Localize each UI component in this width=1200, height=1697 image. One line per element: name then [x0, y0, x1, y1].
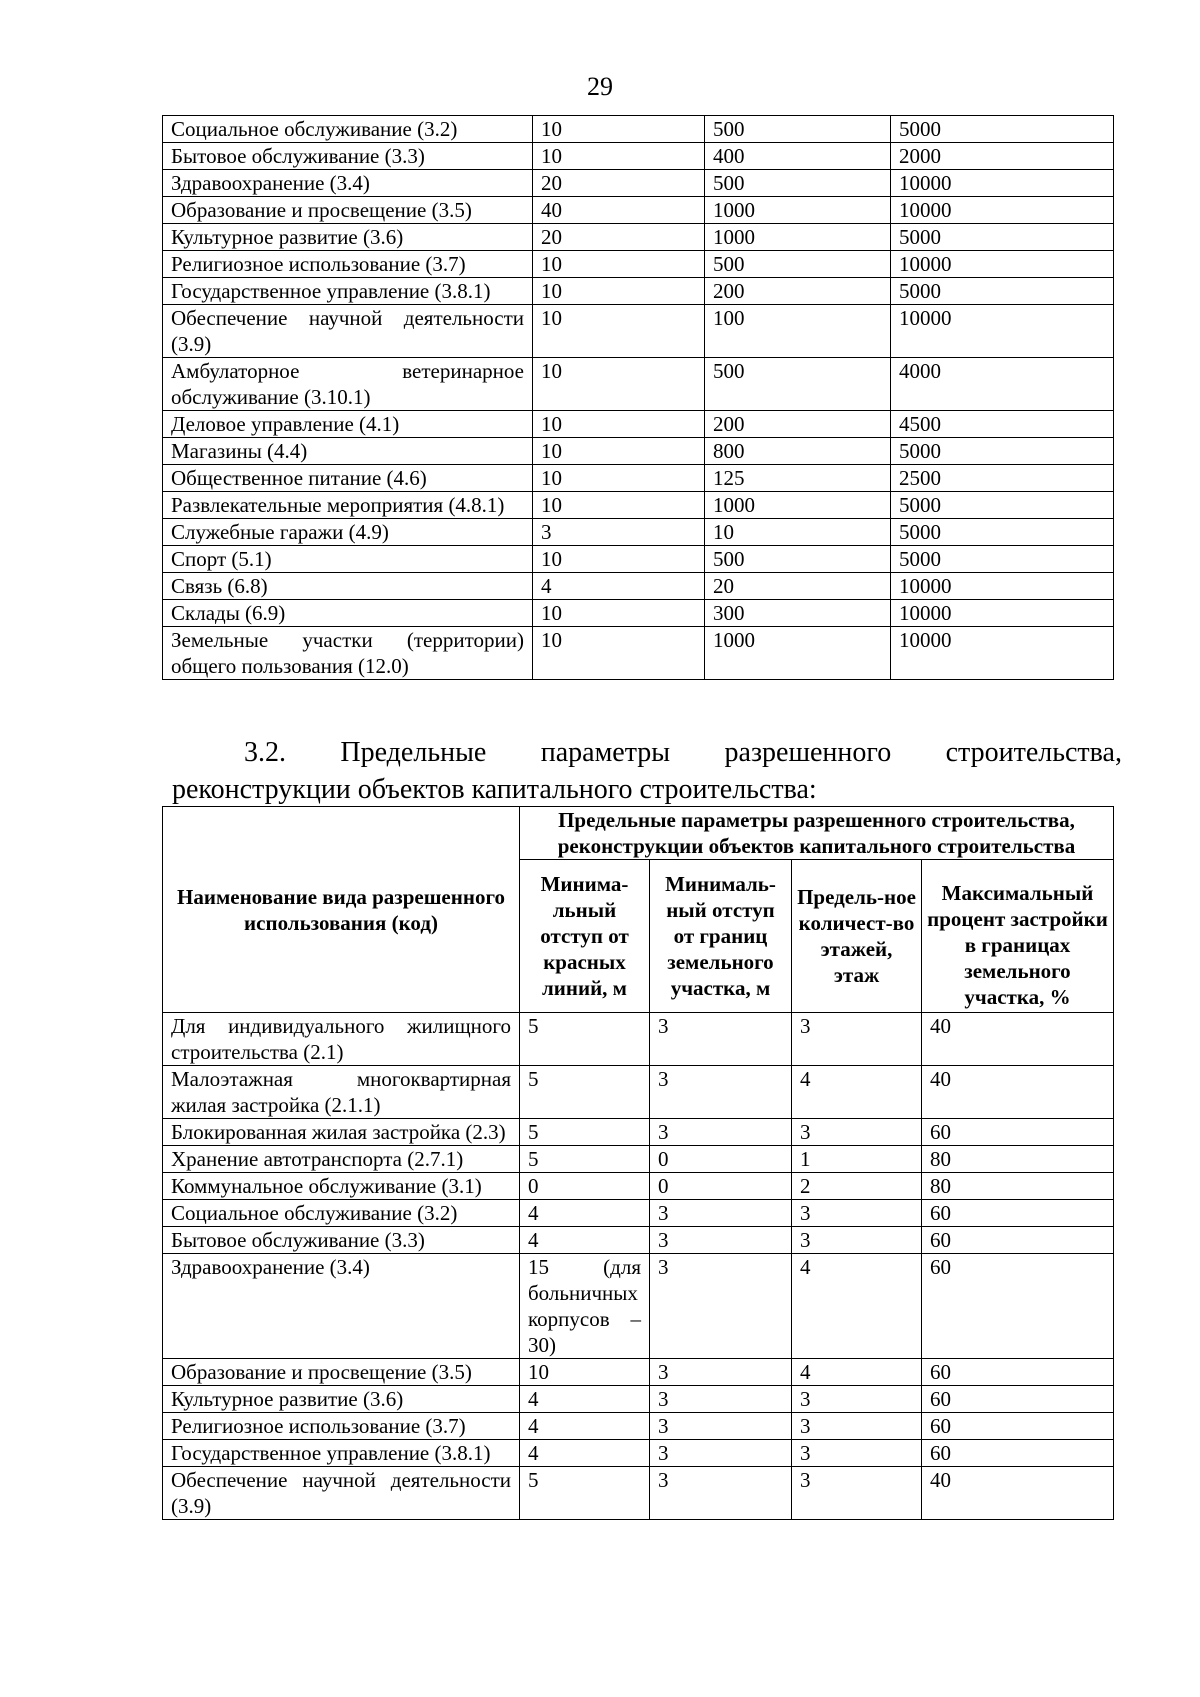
table-row	[163, 1359, 1114, 1386]
use-type-cell: Государственное управление (3.8.1)	[163, 278, 533, 305]
table-row	[163, 519, 1114, 546]
value-cell: 60	[922, 1119, 1114, 1146]
section-heading	[172, 734, 1122, 808]
use-type-cell: Обеспечение научной деятельности (3.9)	[163, 305, 533, 358]
value-cell: 5	[520, 1119, 650, 1146]
value-cell: 3	[792, 1227, 922, 1254]
value-cell: 1000	[705, 197, 891, 224]
heading-word: параметры	[540, 737, 671, 768]
table-row	[163, 358, 1114, 411]
value-cell: 3	[650, 1227, 792, 1254]
value-cell: 3	[792, 1119, 922, 1146]
value-cell: 4	[792, 1254, 922, 1359]
value-cell: 60	[922, 1359, 1114, 1386]
value-cell: 60	[922, 1227, 1114, 1254]
value-cell: 2500	[891, 465, 1114, 492]
value-cell: 3	[650, 1467, 792, 1520]
value-cell: 200	[705, 278, 891, 305]
heading-word: Предельные	[340, 737, 487, 768]
heading-word: строительства,	[945, 737, 1122, 768]
header-use-type: Наименование вида разрешенного использования (код)	[163, 807, 520, 1013]
value-cell: 500	[705, 116, 891, 143]
use-type-cell: Деловое управление (4.1)	[163, 411, 533, 438]
value-cell: 4	[520, 1413, 650, 1440]
value-cell: 5000	[891, 438, 1114, 465]
value-cell: 0	[520, 1173, 650, 1200]
section-number: 3.2.	[244, 737, 286, 768]
table-row	[163, 1146, 1114, 1173]
value-cell: 10	[533, 305, 705, 358]
value-cell: 200	[705, 411, 891, 438]
value-cell: 5000	[891, 546, 1114, 573]
use-type-cell: Спорт (5.1)	[163, 546, 533, 573]
value-cell: 3	[650, 1413, 792, 1440]
value-cell: 3	[650, 1119, 792, 1146]
value-cell: 10	[533, 627, 705, 680]
value-cell: 10000	[891, 600, 1114, 627]
value-cell: 3	[650, 1440, 792, 1467]
table-row	[163, 1227, 1114, 1254]
table-row	[163, 305, 1114, 358]
value-cell: 0	[650, 1146, 792, 1173]
value-cell: 1	[792, 1146, 922, 1173]
value-cell: 3	[792, 1467, 922, 1520]
value-cell: 10000	[891, 573, 1114, 600]
value-cell: 4500	[891, 411, 1114, 438]
value-cell: 10	[533, 546, 705, 573]
value-cell: 500	[705, 546, 891, 573]
value-cell: 60	[922, 1200, 1114, 1227]
value-cell: 800	[705, 438, 891, 465]
value-cell: 2	[792, 1173, 922, 1200]
section-heading-line2: реконструкции объектов капитального строительства:	[172, 774, 817, 805]
use-type-cell: Религиозное использование (3.7)	[163, 251, 533, 278]
value-cell: 0	[650, 1173, 792, 1200]
table-row	[163, 1200, 1114, 1227]
value-cell: 40	[922, 1066, 1114, 1119]
table-row	[163, 411, 1114, 438]
table-row	[163, 492, 1114, 519]
value-cell: 60	[922, 1413, 1114, 1440]
value-cell: 10	[533, 411, 705, 438]
use-type-cell: Хранение автотранспорта (2.7.1)	[163, 1146, 520, 1173]
heading-word: разрешенного	[724, 737, 892, 768]
value-cell: 10000	[891, 251, 1114, 278]
value-cell: 10000	[891, 170, 1114, 197]
value-cell: 4	[533, 573, 705, 600]
use-type-cell: Малоэтажная многоквартирная жилая застройка (2.1.1)	[163, 1066, 520, 1119]
table-row	[163, 224, 1114, 251]
value-cell: 10	[533, 465, 705, 492]
table-row	[163, 600, 1114, 627]
use-type-cell: Склады (6.9)	[163, 600, 533, 627]
value-cell: 20	[533, 170, 705, 197]
use-type-cell: Государственное управление (3.8.1)	[163, 1440, 520, 1467]
value-cell: 5000	[891, 116, 1114, 143]
table-row	[163, 278, 1114, 305]
value-cell: 15 (для больничных корпусов – 30)	[520, 1254, 650, 1359]
table-row	[163, 627, 1114, 680]
value-cell: 5	[520, 1066, 650, 1119]
table-row	[163, 197, 1114, 224]
value-cell: 40	[533, 197, 705, 224]
value-cell: 5000	[891, 519, 1114, 546]
use-type-cell: Обеспечение научной деятельности (3.9)	[163, 1467, 520, 1520]
value-cell: 400	[705, 143, 891, 170]
use-type-cell: Образование и просвещение (3.5)	[163, 1359, 520, 1386]
value-cell: 4	[792, 1359, 922, 1386]
value-cell: 3	[792, 1200, 922, 1227]
header-min-setback-red-lines: Минима-льный отступ от красных линий, м	[520, 860, 650, 1013]
table-row	[163, 1440, 1114, 1467]
value-cell: 80	[922, 1173, 1114, 1200]
table-row	[163, 438, 1114, 465]
table-body	[163, 116, 1114, 680]
use-type-cell: Социальное обслуживание (3.2)	[163, 116, 533, 143]
use-type-cell: Связь (6.8)	[163, 573, 533, 600]
value-cell: 5000	[891, 492, 1114, 519]
table-construction-parameters	[162, 806, 1114, 1520]
table-row	[163, 1254, 1114, 1359]
value-cell: 100	[705, 305, 891, 358]
value-cell: 3	[533, 519, 705, 546]
value-cell: 3	[650, 1013, 792, 1066]
table-row	[163, 1013, 1114, 1066]
value-cell: 4	[520, 1386, 650, 1413]
value-cell: 10	[520, 1359, 650, 1386]
value-cell: 4	[520, 1227, 650, 1254]
table-row	[163, 1386, 1114, 1413]
use-type-cell: Здравоохранение (3.4)	[163, 170, 533, 197]
header-max-coverage-percent: Максимальный процент застройки в границах земельного участка, %	[922, 860, 1114, 1013]
use-type-cell: Культурное развитие (3.6)	[163, 224, 533, 251]
table-row	[163, 251, 1114, 278]
value-cell: 10000	[891, 627, 1114, 680]
value-cell: 500	[705, 170, 891, 197]
value-cell: 10000	[891, 197, 1114, 224]
value-cell: 10	[705, 519, 891, 546]
use-type-cell: Земельные участки (территории) общего пользования (12.0)	[163, 627, 533, 680]
value-cell: 125	[705, 465, 891, 492]
value-cell: 3	[650, 1066, 792, 1119]
value-cell: 20	[705, 573, 891, 600]
table-row	[163, 1119, 1114, 1146]
table-row	[163, 573, 1114, 600]
value-cell: 5	[520, 1146, 650, 1173]
value-cell: 3	[650, 1200, 792, 1227]
value-cell: 5000	[891, 224, 1114, 251]
use-type-cell: Блокированная жилая застройка (2.3)	[163, 1119, 520, 1146]
page-number: 29	[587, 72, 613, 101]
table-body	[163, 1013, 1114, 1520]
value-cell: 10	[533, 278, 705, 305]
value-cell: 1000	[705, 627, 891, 680]
value-cell: 10	[533, 438, 705, 465]
use-type-cell: Развлекательные мероприятия (4.8.1)	[163, 492, 533, 519]
table-row	[163, 465, 1114, 492]
value-cell: 10	[533, 358, 705, 411]
value-cell: 5000	[891, 278, 1114, 305]
header-limit-parameters: Предельные параметры разрешенного строительства, реконструкции объектов капитального строительства	[520, 807, 1114, 860]
table-row	[163, 1467, 1114, 1520]
table-row	[163, 1413, 1114, 1440]
value-cell: 40	[922, 1013, 1114, 1066]
value-cell: 4	[520, 1440, 650, 1467]
use-type-cell: Бытовое обслуживание (3.3)	[163, 143, 533, 170]
value-cell: 3	[650, 1254, 792, 1359]
value-cell: 10	[533, 251, 705, 278]
value-cell: 10	[533, 116, 705, 143]
header-max-floors: Предель-ное количест-во этажей, этаж	[792, 860, 922, 1013]
use-type-cell: Общественное питание (4.6)	[163, 465, 533, 492]
use-type-cell: Коммунальное обслуживание (3.1)	[163, 1173, 520, 1200]
value-cell: 4000	[891, 358, 1114, 411]
table-row	[163, 546, 1114, 573]
value-cell: 1000	[705, 492, 891, 519]
value-cell: 3	[792, 1013, 922, 1066]
value-cell: 3	[650, 1386, 792, 1413]
value-cell: 3	[792, 1440, 922, 1467]
use-type-cell: Для индивидуального жилищного строительства (2.1)	[163, 1013, 520, 1066]
header-min-setback-plot-boundary: Минималь-ный отступ от границ земельного участка, м	[650, 860, 792, 1013]
value-cell: 3	[792, 1413, 922, 1440]
use-type-cell: Здравоохранение (3.4)	[163, 1254, 520, 1359]
use-type-cell: Амбулаторное ветеринарное обслуживание (3.10.1)	[163, 358, 533, 411]
value-cell: 80	[922, 1146, 1114, 1173]
value-cell: 40	[922, 1467, 1114, 1520]
value-cell: 60	[922, 1386, 1114, 1413]
value-cell: 4	[520, 1200, 650, 1227]
value-cell: 5	[520, 1467, 650, 1520]
value-cell: 3	[792, 1386, 922, 1413]
use-type-cell: Служебные гаражи (4.9)	[163, 519, 533, 546]
value-cell: 60	[922, 1254, 1114, 1359]
value-cell: 500	[705, 251, 891, 278]
table-row	[163, 143, 1114, 170]
table-row	[163, 116, 1114, 143]
use-type-cell: Образование и просвещение (3.5)	[163, 197, 533, 224]
value-cell: 1000	[705, 224, 891, 251]
value-cell: 5	[520, 1013, 650, 1066]
value-cell: 300	[705, 600, 891, 627]
use-type-cell: Социальное обслуживание (3.2)	[163, 1200, 520, 1227]
use-type-cell: Магазины (4.4)	[163, 438, 533, 465]
value-cell: 3	[650, 1359, 792, 1386]
use-type-cell: Бытовое обслуживание (3.3)	[163, 1227, 520, 1254]
value-cell: 2000	[891, 143, 1114, 170]
value-cell: 20	[533, 224, 705, 251]
table-land-plot-sizes	[162, 115, 1114, 680]
value-cell: 10	[533, 600, 705, 627]
value-cell: 10	[533, 143, 705, 170]
value-cell: 500	[705, 358, 891, 411]
table-row	[163, 170, 1114, 197]
table-row	[163, 1173, 1114, 1200]
section-heading-line1	[172, 734, 1122, 771]
value-cell: 10000	[891, 305, 1114, 358]
value-cell: 10	[533, 492, 705, 519]
use-type-cell: Культурное развитие (3.6)	[163, 1386, 520, 1413]
use-type-cell: Религиозное использование (3.7)	[163, 1413, 520, 1440]
table-row	[163, 1066, 1114, 1119]
value-cell: 4	[792, 1066, 922, 1119]
value-cell: 60	[922, 1440, 1114, 1467]
